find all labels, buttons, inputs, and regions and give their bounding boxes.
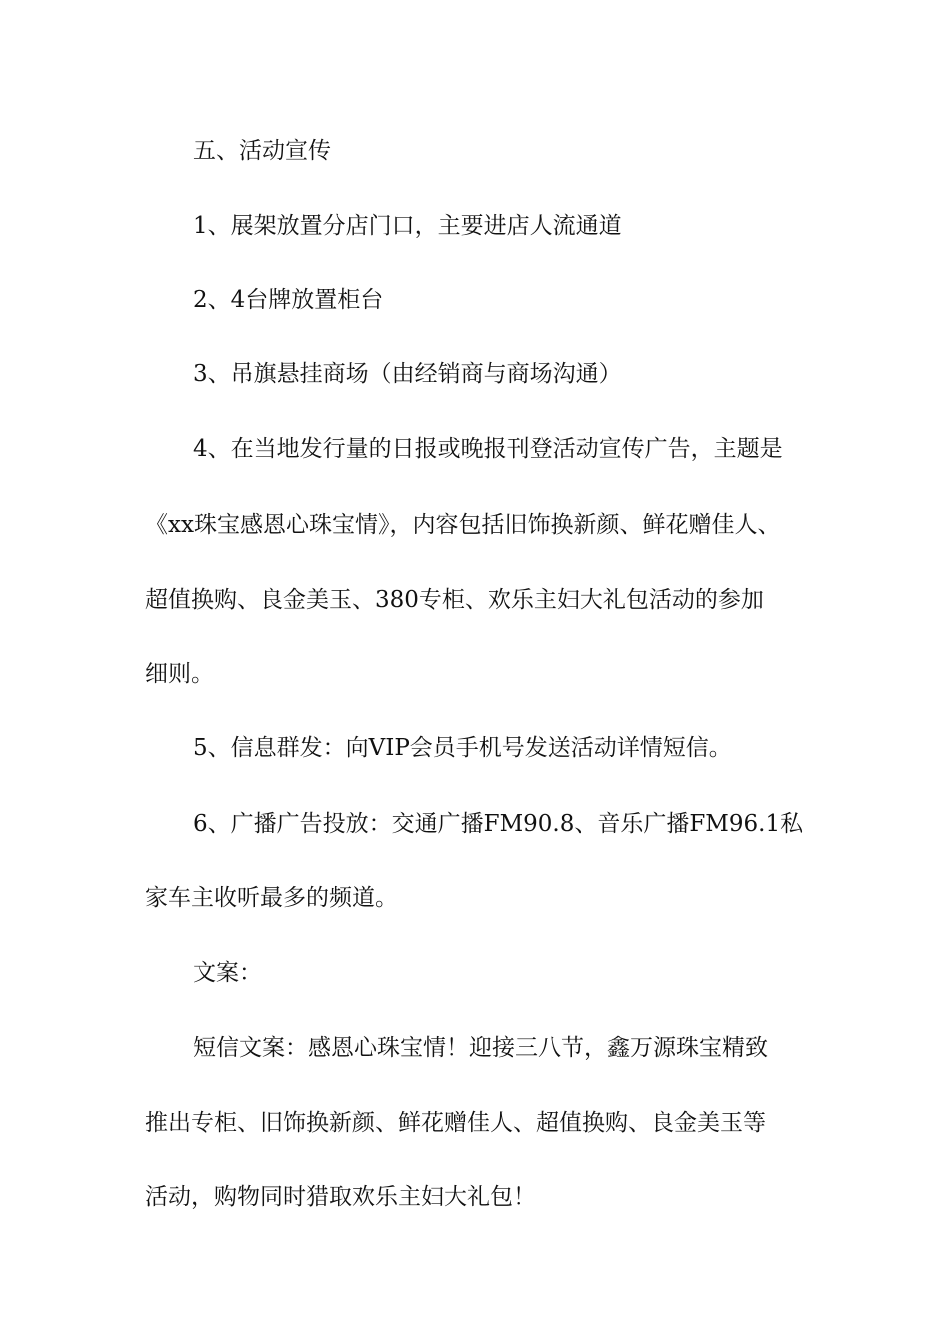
sms-copy-continued: 推出专柜、旧饰换新颜、鲜花赠佳人、超值换购、良金美玉等 <box>145 1110 766 1136</box>
section-heading: 五、活动宣传 <box>193 138 331 164</box>
list-item-4-continued: 细则。 <box>145 661 214 687</box>
list-item-4: 4、在当地发行量的日报或晚报刊登活动宣传广告，主题是 <box>193 436 783 462</box>
list-item-4-continued: 超值换购、良金美玉、380专柜、欢乐主妇大礼包活动的参加 <box>145 587 764 613</box>
sms-copy-paragraph: 短信文案：感恩心珠宝情！迎接三八节，鑫万源珠宝精致 <box>193 1035 768 1061</box>
list-item-3: 3、吊旗悬挂商场（由经销商与商场沟通） <box>193 361 622 387</box>
sms-copy-continued: 活动，购物同时猎取欢乐主妇大礼包！ <box>145 1184 536 1210</box>
list-item-4-continued: 《xx珠宝感恩心珠宝情》，内容包括旧饰换新颜、鲜花赠佳人、 <box>145 512 781 538</box>
copy-heading: 文案： <box>193 960 262 986</box>
list-item-1: 1、展架放置分店门口，主要进店人流通道 <box>193 213 622 239</box>
list-item-2: 2、4台牌放置柜台 <box>193 287 384 313</box>
list-item-6: 6、广播广告投放：交通广播FM90.8、音乐广播FM96.1私 <box>193 811 804 837</box>
list-item-6-continued: 家车主收听最多的频道。 <box>145 885 398 911</box>
list-item-5: 5、信息群发：向VIP会员手机号发送活动详情短信。 <box>193 735 732 761</box>
